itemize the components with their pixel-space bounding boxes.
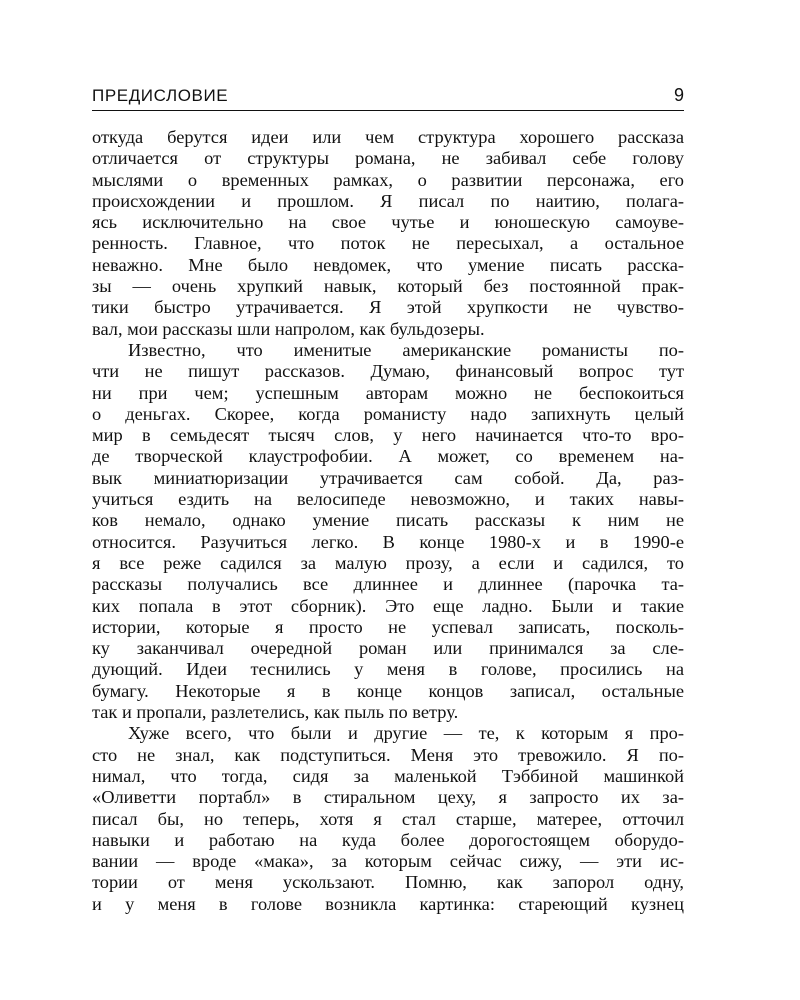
- body-text: [92, 127, 684, 915]
- text-line: так и пропали, разлетелись, как пыль по ветру.: [92, 702, 459, 723]
- text-line: ку заканчивал очередной роман или принимался за сле-: [92, 638, 684, 659]
- text-line: «Оливетти портабл» в стиральном цеху, я запросто их за-: [92, 787, 684, 808]
- paragraph-1: [92, 127, 684, 340]
- text-line: тики быстро утрачивается. Я этой хрупкости не чувство-: [92, 297, 684, 318]
- paragraph-3: [92, 723, 684, 915]
- text-line: Известно, что именитые американские романисты по-: [128, 339, 684, 360]
- text-line: я все реже садился за малую прозу, а если и садился, то: [92, 552, 684, 573]
- text-line: относится. Разучиться легко. В конце 1980-х и в 1990-е: [92, 531, 684, 552]
- text-line: писал бы, но теперь, хотя я стал старше, матерее, отточил: [92, 808, 684, 829]
- text-line: ков немало, однако умение писать рассказы к ним не: [92, 510, 684, 531]
- text-line: откуда берутся идеи или чем структура хорошего рассказа: [92, 127, 684, 147]
- text-line: истории, которые я просто не успевал записать, посколь-: [92, 616, 684, 637]
- text-line: вании — вроде «мака», за которым сейчас сижу, — эти ис-: [92, 851, 684, 872]
- text-line: отличается от структуры романа, не забивал себе голову: [92, 148, 684, 169]
- running-head: [92, 84, 684, 111]
- text-line: о деньгах. Скорее, когда романисту надо запихнуть целый: [92, 403, 684, 424]
- text-line: мир в семьдесят тысяч слов, у него начинается что-то вро-: [92, 425, 684, 446]
- text-line: мыслями о временных рамках, о развитии персонажа, его: [92, 169, 684, 190]
- text-line: рассказы получались все длиннее и длиннее (парочка та-: [92, 574, 684, 595]
- text-line: вык миниатюризации утрачивается сам собой. Да, раз-: [92, 467, 684, 488]
- text-line: дующий. Идеи теснились у меня в голове, просились на: [92, 659, 684, 680]
- page-number: 9: [673, 85, 684, 105]
- book-page: [92, 84, 684, 915]
- text-line: сто не знал, как подступиться. Меня это тревожило. Я по-: [92, 744, 684, 765]
- section-title: ПРЕДИСЛОВИЕ: [92, 86, 229, 105]
- text-line: Хуже всего, что были и другие — те, к которым я про-: [128, 723, 684, 744]
- text-line: и у меня в голове возникла картинка: стареющий кузнец: [92, 893, 684, 914]
- text-line: бумагу. Некоторые я в конце концов записал, остальные: [92, 680, 684, 701]
- text-line: чти не пишут рассказов. Думаю, финансовый вопрос тут: [92, 361, 684, 382]
- text-line: тории от меня ускользают. Помню, как запорол одну,: [92, 872, 684, 893]
- text-line: вал, мои рассказы шли напролом, как бульдозеры.: [92, 318, 485, 339]
- text-line: де творческой клаустрофобии. А может, со временем на-: [92, 446, 684, 467]
- text-line: зы — очень хрупкий навык, который без постоянной прак-: [92, 276, 684, 297]
- text-line: неважно. Мне было невдомек, что умение писать расска-: [92, 254, 684, 275]
- text-line: учиться ездить на велосипеде невозможно, и таких навы-: [92, 489, 684, 510]
- paragraph-2: [92, 340, 684, 723]
- text-line: ренность. Главное, что поток не пересыхал, а остальное: [92, 233, 684, 254]
- text-line: происхождении и прошлом. Я писал по наитию, полага-: [92, 190, 684, 211]
- text-line: ких попала в этот сборник). Это еще ладно. Были и такие: [92, 595, 684, 616]
- text-line: ни при чем; успешным авторам можно не беспокоиться: [92, 382, 684, 403]
- text-line: нимал, что тогда, сидя за маленькой Тэббиной машинкой: [92, 765, 684, 786]
- text-line: ясь исключительно на свое чутье и юношескую самоуве-: [92, 212, 684, 233]
- text-line: навыки и работаю на куда более дорогостоящем оборудо-: [92, 829, 684, 850]
